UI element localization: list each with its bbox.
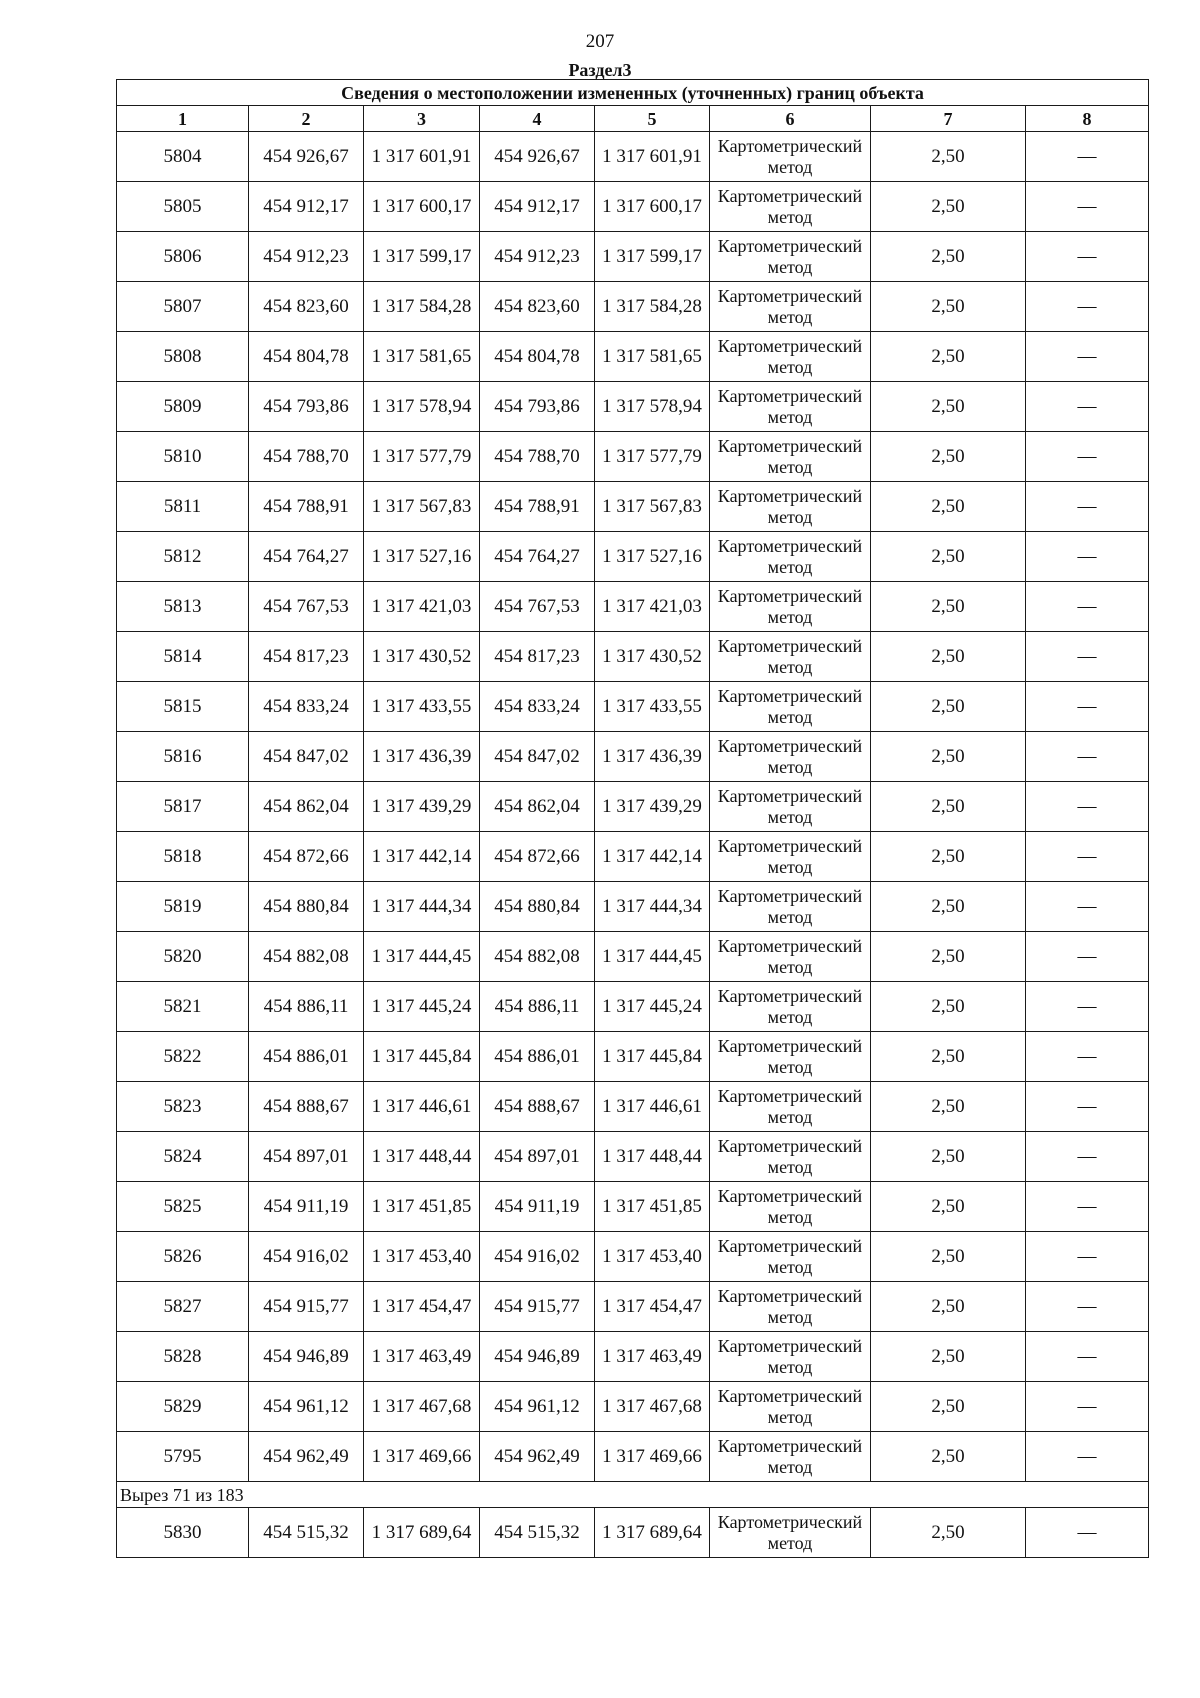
cell-method: Картометрический метод — [710, 832, 871, 882]
table-row — [117, 1182, 1149, 1232]
cell-y-old: 1 317 445,24 — [364, 982, 480, 1032]
cell-y-new: 1 317 599,17 — [595, 232, 710, 282]
cell-x-old: 454 862,04 — [249, 782, 364, 832]
cell-x-new: 454 912,23 — [480, 232, 595, 282]
cell-x-old: 454 911,19 — [249, 1182, 364, 1232]
cell-x-new: 454 788,91 — [480, 482, 595, 532]
cell-method: Картометрический метод — [710, 1132, 871, 1182]
column-number: 2 — [249, 106, 364, 132]
cell-y-old: 1 317 467,68 — [364, 1382, 480, 1432]
section-title: Раздел3 — [568, 60, 632, 80]
cell-y-old: 1 317 430,52 — [364, 632, 480, 682]
cell-y-old: 1 317 581,65 — [364, 332, 480, 382]
cell-note: — — [1026, 1082, 1149, 1132]
column-number: 1 — [117, 106, 249, 132]
cell-note: — — [1026, 432, 1149, 482]
cell-x-new: 454 911,19 — [480, 1182, 595, 1232]
cell-x-new: 454 847,02 — [480, 732, 595, 782]
cell-x-old: 454 912,17 — [249, 182, 364, 232]
cell-y-new: 1 317 439,29 — [595, 782, 710, 832]
cell-point-number: 5818 — [117, 832, 249, 882]
table-row — [117, 1132, 1149, 1182]
cell-x-new: 454 880,84 — [480, 882, 595, 932]
cell-point-number: 5828 — [117, 1332, 249, 1382]
cell-method: Картометрический метод — [710, 1282, 871, 1332]
cell-note: — — [1026, 982, 1149, 1032]
cell-y-new: 1 317 467,68 — [595, 1382, 710, 1432]
cell-precision: 2,50 — [871, 632, 1026, 682]
cell-precision: 2,50 — [871, 232, 1026, 282]
cell-method: Картометрический метод — [710, 1082, 871, 1132]
cell-method: Картометрический метод — [710, 1432, 871, 1482]
cell-y-new: 1 317 421,03 — [595, 582, 710, 632]
cell-precision: 2,50 — [871, 1282, 1026, 1332]
cell-method: Картометрический метод — [710, 1382, 871, 1432]
table-row — [117, 432, 1149, 482]
cell-note: — — [1026, 1382, 1149, 1432]
column-number: 4 — [480, 106, 595, 132]
cell-x-new: 454 823,60 — [480, 282, 595, 332]
cell-point-number: 5819 — [117, 882, 249, 932]
cell-x-new: 454 817,23 — [480, 632, 595, 682]
cell-y-old: 1 317 453,40 — [364, 1232, 480, 1282]
cell-y-new: 1 317 601,91 — [595, 132, 710, 182]
cell-note: — — [1026, 1282, 1149, 1332]
cell-precision: 2,50 — [871, 782, 1026, 832]
table-caption: Сведения о местоположении измененных (уточненных) границ объекта — [117, 80, 1149, 106]
cell-method: Картометрический метод — [710, 632, 871, 682]
cell-y-new: 1 317 454,47 — [595, 1282, 710, 1332]
cell-precision: 2,50 — [871, 532, 1026, 582]
cell-x-old: 454 886,11 — [249, 982, 364, 1032]
cell-point-number: 5809 — [117, 382, 249, 432]
table-row — [117, 1282, 1149, 1332]
table-row — [117, 982, 1149, 1032]
cell-point-number: 5825 — [117, 1182, 249, 1232]
cell-point-number: 5814 — [117, 632, 249, 682]
cell-method: Картометрический метод — [710, 232, 871, 282]
cell-y-new: 1 317 436,39 — [595, 732, 710, 782]
cell-method: Картометрический метод — [710, 882, 871, 932]
cell-y-old: 1 317 433,55 — [364, 682, 480, 732]
cell-y-new: 1 317 451,85 — [595, 1182, 710, 1232]
cell-x-old: 454 915,77 — [249, 1282, 364, 1332]
cell-method: Картометрический метод — [710, 282, 871, 332]
cell-point-number: 5807 — [117, 282, 249, 332]
table-row — [117, 1382, 1149, 1432]
table-row — [117, 1082, 1149, 1132]
cell-point-number: 5817 — [117, 782, 249, 832]
cell-point-number: 5829 — [117, 1382, 249, 1432]
cell-x-old: 454 788,91 — [249, 482, 364, 532]
cell-x-old: 454 916,02 — [249, 1232, 364, 1282]
cell-x-new: 454 872,66 — [480, 832, 595, 882]
cell-y-old: 1 317 527,16 — [364, 532, 480, 582]
cell-method: Картометрический метод — [710, 982, 871, 1032]
cell-x-new: 454 515,32 — [480, 1508, 595, 1558]
cell-method: Картометрический метод — [710, 132, 871, 182]
cell-x-new: 454 882,08 — [480, 932, 595, 982]
column-number: 6 — [710, 106, 871, 132]
cell-precision: 2,50 — [871, 182, 1026, 232]
cell-method: Картометрический метод — [710, 682, 871, 732]
cell-method: Картометрический метод — [710, 382, 871, 432]
cell-y-new: 1 317 442,14 — [595, 832, 710, 882]
cell-y-new: 1 317 446,61 — [595, 1082, 710, 1132]
column-number: 8 — [1026, 106, 1149, 132]
cell-y-new: 1 317 577,79 — [595, 432, 710, 482]
cell-note: — — [1026, 732, 1149, 782]
cell-y-old: 1 317 444,34 — [364, 882, 480, 932]
cell-precision: 2,50 — [871, 932, 1026, 982]
cell-x-old: 454 961,12 — [249, 1382, 364, 1432]
cell-y-new: 1 317 567,83 — [595, 482, 710, 532]
cell-note: — — [1026, 1332, 1149, 1382]
cell-point-number: 5804 — [117, 132, 249, 182]
cell-precision: 2,50 — [871, 1182, 1026, 1232]
table-row — [117, 332, 1149, 382]
cell-note: — — [1026, 482, 1149, 532]
cell-y-old: 1 317 446,61 — [364, 1082, 480, 1132]
table-caption-row — [117, 80, 1149, 106]
cell-y-old: 1 317 436,39 — [364, 732, 480, 782]
cell-y-old: 1 317 584,28 — [364, 282, 480, 332]
cell-x-new: 454 915,77 — [480, 1282, 595, 1332]
cell-y-new: 1 317 448,44 — [595, 1132, 710, 1182]
cell-precision: 2,50 — [871, 482, 1026, 532]
cell-y-old: 1 317 442,14 — [364, 832, 480, 882]
cell-y-new: 1 317 463,49 — [595, 1332, 710, 1382]
cell-y-new: 1 317 581,65 — [595, 332, 710, 382]
cell-y-new: 1 317 578,94 — [595, 382, 710, 432]
cell-x-old: 454 847,02 — [249, 732, 364, 782]
cell-precision: 2,50 — [871, 1508, 1026, 1558]
table-row — [117, 1508, 1149, 1558]
cell-precision: 2,50 — [871, 1432, 1026, 1482]
cell-y-old: 1 317 445,84 — [364, 1032, 480, 1082]
cell-x-old: 454 946,89 — [249, 1332, 364, 1382]
table-row — [117, 382, 1149, 432]
cell-note: — — [1026, 632, 1149, 682]
cell-note: — — [1026, 1032, 1149, 1082]
cell-point-number: 5811 — [117, 482, 249, 532]
cell-x-old: 454 912,23 — [249, 232, 364, 282]
cell-x-new: 454 886,11 — [480, 982, 595, 1032]
table-row — [117, 132, 1149, 182]
cell-x-old: 454 897,01 — [249, 1132, 364, 1182]
cell-note: — — [1026, 1508, 1149, 1558]
table-row — [117, 632, 1149, 682]
cell-point-number: 5821 — [117, 982, 249, 1032]
cell-y-new: 1 317 527,16 — [595, 532, 710, 582]
cell-point-number: 5813 — [117, 582, 249, 632]
cell-precision: 2,50 — [871, 1032, 1026, 1082]
table-row — [117, 1332, 1149, 1382]
cell-x-old: 454 764,27 — [249, 532, 364, 582]
cell-point-number: 5826 — [117, 1232, 249, 1282]
cell-x-old: 454 817,23 — [249, 632, 364, 682]
cell-y-new: 1 317 433,55 — [595, 682, 710, 732]
cell-x-old: 454 880,84 — [249, 882, 364, 932]
cell-point-number: 5827 — [117, 1282, 249, 1332]
cell-precision: 2,50 — [871, 1232, 1026, 1282]
cell-x-old: 454 788,70 — [249, 432, 364, 482]
cell-note: — — [1026, 1232, 1149, 1282]
table-row — [117, 532, 1149, 582]
cell-x-old: 454 926,67 — [249, 132, 364, 182]
cell-point-number: 5808 — [117, 332, 249, 382]
cell-note: — — [1026, 832, 1149, 882]
cell-precision: 2,50 — [871, 382, 1026, 432]
cell-y-old: 1 317 454,47 — [364, 1282, 480, 1332]
cell-point-number: 5823 — [117, 1082, 249, 1132]
cell-y-old: 1 317 567,83 — [364, 482, 480, 532]
column-number-row — [117, 106, 1149, 132]
cell-note: — — [1026, 882, 1149, 932]
page-number: 207 — [585, 31, 615, 52]
cell-point-number: 5822 — [117, 1032, 249, 1082]
cell-precision: 2,50 — [871, 832, 1026, 882]
cell-precision: 2,50 — [871, 282, 1026, 332]
cell-y-new: 1 317 430,52 — [595, 632, 710, 682]
cell-x-old: 454 804,78 — [249, 332, 364, 382]
cell-point-number: 5806 — [117, 232, 249, 282]
boundary-table — [116, 79, 1149, 1558]
subsection-label: Вырез 71 из 183 — [117, 1482, 1149, 1508]
cell-y-old: 1 317 463,49 — [364, 1332, 480, 1382]
cell-method: Картометрический метод — [710, 532, 871, 582]
cell-x-old: 454 515,32 — [249, 1508, 364, 1558]
cell-y-new: 1 317 600,17 — [595, 182, 710, 232]
cell-x-new: 454 788,70 — [480, 432, 595, 482]
cell-x-old: 454 793,86 — [249, 382, 364, 432]
cell-precision: 2,50 — [871, 332, 1026, 382]
table-row — [117, 1432, 1149, 1482]
cell-note: — — [1026, 132, 1149, 182]
cell-y-old: 1 317 444,45 — [364, 932, 480, 982]
table-row — [117, 682, 1149, 732]
cell-precision: 2,50 — [871, 682, 1026, 732]
cell-x-new: 454 767,53 — [480, 582, 595, 632]
cell-point-number: 5820 — [117, 932, 249, 982]
table-row — [117, 932, 1149, 982]
cell-x-new: 454 886,01 — [480, 1032, 595, 1082]
column-number: 7 — [871, 106, 1026, 132]
cell-method: Картометрический метод — [710, 1332, 871, 1382]
cell-note: — — [1026, 1132, 1149, 1182]
cell-x-new: 454 916,02 — [480, 1232, 595, 1282]
table-row — [117, 582, 1149, 632]
cell-precision: 2,50 — [871, 732, 1026, 782]
cell-y-new: 1 317 689,64 — [595, 1508, 710, 1558]
cell-precision: 2,50 — [871, 1332, 1026, 1382]
table-row — [117, 482, 1149, 532]
cell-x-new: 454 862,04 — [480, 782, 595, 832]
column-number: 5 — [595, 106, 710, 132]
cell-x-new: 454 793,86 — [480, 382, 595, 432]
cell-y-old: 1 317 689,64 — [364, 1508, 480, 1558]
cell-point-number: 5830 — [117, 1508, 249, 1558]
cell-x-new: 454 804,78 — [480, 332, 595, 382]
cell-note: — — [1026, 232, 1149, 282]
cell-point-number: 5812 — [117, 532, 249, 582]
cell-note: — — [1026, 932, 1149, 982]
cell-note: — — [1026, 532, 1149, 582]
cell-y-new: 1 317 445,24 — [595, 982, 710, 1032]
cell-precision: 2,50 — [871, 882, 1026, 932]
cell-y-old: 1 317 599,17 — [364, 232, 480, 282]
cell-precision: 2,50 — [871, 432, 1026, 482]
cell-method: Картометрический метод — [710, 432, 871, 482]
cell-y-new: 1 317 469,66 — [595, 1432, 710, 1482]
table-row — [117, 882, 1149, 932]
cell-precision: 2,50 — [871, 1132, 1026, 1182]
cell-note: — — [1026, 282, 1149, 332]
cell-x-new: 454 926,67 — [480, 132, 595, 182]
cell-y-old: 1 317 469,66 — [364, 1432, 480, 1482]
cell-point-number: 5805 — [117, 182, 249, 232]
cell-note: — — [1026, 382, 1149, 432]
cell-x-old: 454 962,49 — [249, 1432, 364, 1482]
cell-y-old: 1 317 600,17 — [364, 182, 480, 232]
cell-y-new: 1 317 584,28 — [595, 282, 710, 332]
cell-note: — — [1026, 1182, 1149, 1232]
cell-method: Картометрический метод — [710, 1508, 871, 1558]
cell-x-new: 454 897,01 — [480, 1132, 595, 1182]
cell-x-new: 454 833,24 — [480, 682, 595, 732]
cell-method: Картометрический метод — [710, 482, 871, 532]
table-row — [117, 1032, 1149, 1082]
cell-y-new: 1 317 453,40 — [595, 1232, 710, 1282]
cell-x-old: 454 823,60 — [249, 282, 364, 332]
cell-point-number: 5810 — [117, 432, 249, 482]
cell-y-new: 1 317 444,34 — [595, 882, 710, 932]
cell-method: Картометрический метод — [710, 582, 871, 632]
cell-y-old: 1 317 421,03 — [364, 582, 480, 632]
cell-x-old: 454 833,24 — [249, 682, 364, 732]
subsection-row — [117, 1482, 1149, 1508]
table-row — [117, 732, 1149, 782]
column-number: 3 — [364, 106, 480, 132]
cell-x-new: 454 946,89 — [480, 1332, 595, 1382]
cell-note: — — [1026, 1432, 1149, 1482]
cell-method: Картометрический метод — [710, 332, 871, 382]
cell-note: — — [1026, 182, 1149, 232]
cell-note: — — [1026, 782, 1149, 832]
cell-y-old: 1 317 448,44 — [364, 1132, 480, 1182]
cell-y-old: 1 317 451,85 — [364, 1182, 480, 1232]
cell-y-old: 1 317 577,79 — [364, 432, 480, 482]
cell-y-new: 1 317 444,45 — [595, 932, 710, 982]
cell-y-old: 1 317 601,91 — [364, 132, 480, 182]
cell-x-old: 454 872,66 — [249, 832, 364, 882]
cell-method: Картометрический метод — [710, 1232, 871, 1282]
cell-precision: 2,50 — [871, 582, 1026, 632]
cell-precision: 2,50 — [871, 132, 1026, 182]
cell-point-number: 5824 — [117, 1132, 249, 1182]
table-row — [117, 182, 1149, 232]
cell-y-new: 1 317 445,84 — [595, 1032, 710, 1082]
cell-point-number: 5816 — [117, 732, 249, 782]
cell-x-new: 454 962,49 — [480, 1432, 595, 1482]
cell-note: — — [1026, 582, 1149, 632]
cell-x-new: 454 888,67 — [480, 1082, 595, 1132]
cell-precision: 2,50 — [871, 1082, 1026, 1132]
cell-x-new: 454 764,27 — [480, 532, 595, 582]
cell-x-old: 454 888,67 — [249, 1082, 364, 1132]
cell-method: Картометрический метод — [710, 1032, 871, 1082]
cell-point-number: 5795 — [117, 1432, 249, 1482]
cell-note: — — [1026, 682, 1149, 732]
table-row — [117, 832, 1149, 882]
table-row — [117, 282, 1149, 332]
cell-x-new: 454 912,17 — [480, 182, 595, 232]
cell-precision: 2,50 — [871, 982, 1026, 1032]
cell-precision: 2,50 — [871, 1382, 1026, 1432]
cell-x-old: 454 886,01 — [249, 1032, 364, 1082]
table-row — [117, 232, 1149, 282]
cell-method: Картометрический метод — [710, 782, 871, 832]
cell-note: — — [1026, 332, 1149, 382]
cell-method: Картометрический метод — [710, 182, 871, 232]
cell-y-old: 1 317 439,29 — [364, 782, 480, 832]
cell-method: Картометрический метод — [710, 932, 871, 982]
cell-x-new: 454 961,12 — [480, 1382, 595, 1432]
table-row — [117, 1232, 1149, 1282]
cell-method: Картометрический метод — [710, 732, 871, 782]
cell-x-old: 454 882,08 — [249, 932, 364, 982]
cell-x-old: 454 767,53 — [249, 582, 364, 632]
cell-point-number: 5815 — [117, 682, 249, 732]
table-row — [117, 782, 1149, 832]
cell-method: Картометрический метод — [710, 1182, 871, 1232]
cell-y-old: 1 317 578,94 — [364, 382, 480, 432]
